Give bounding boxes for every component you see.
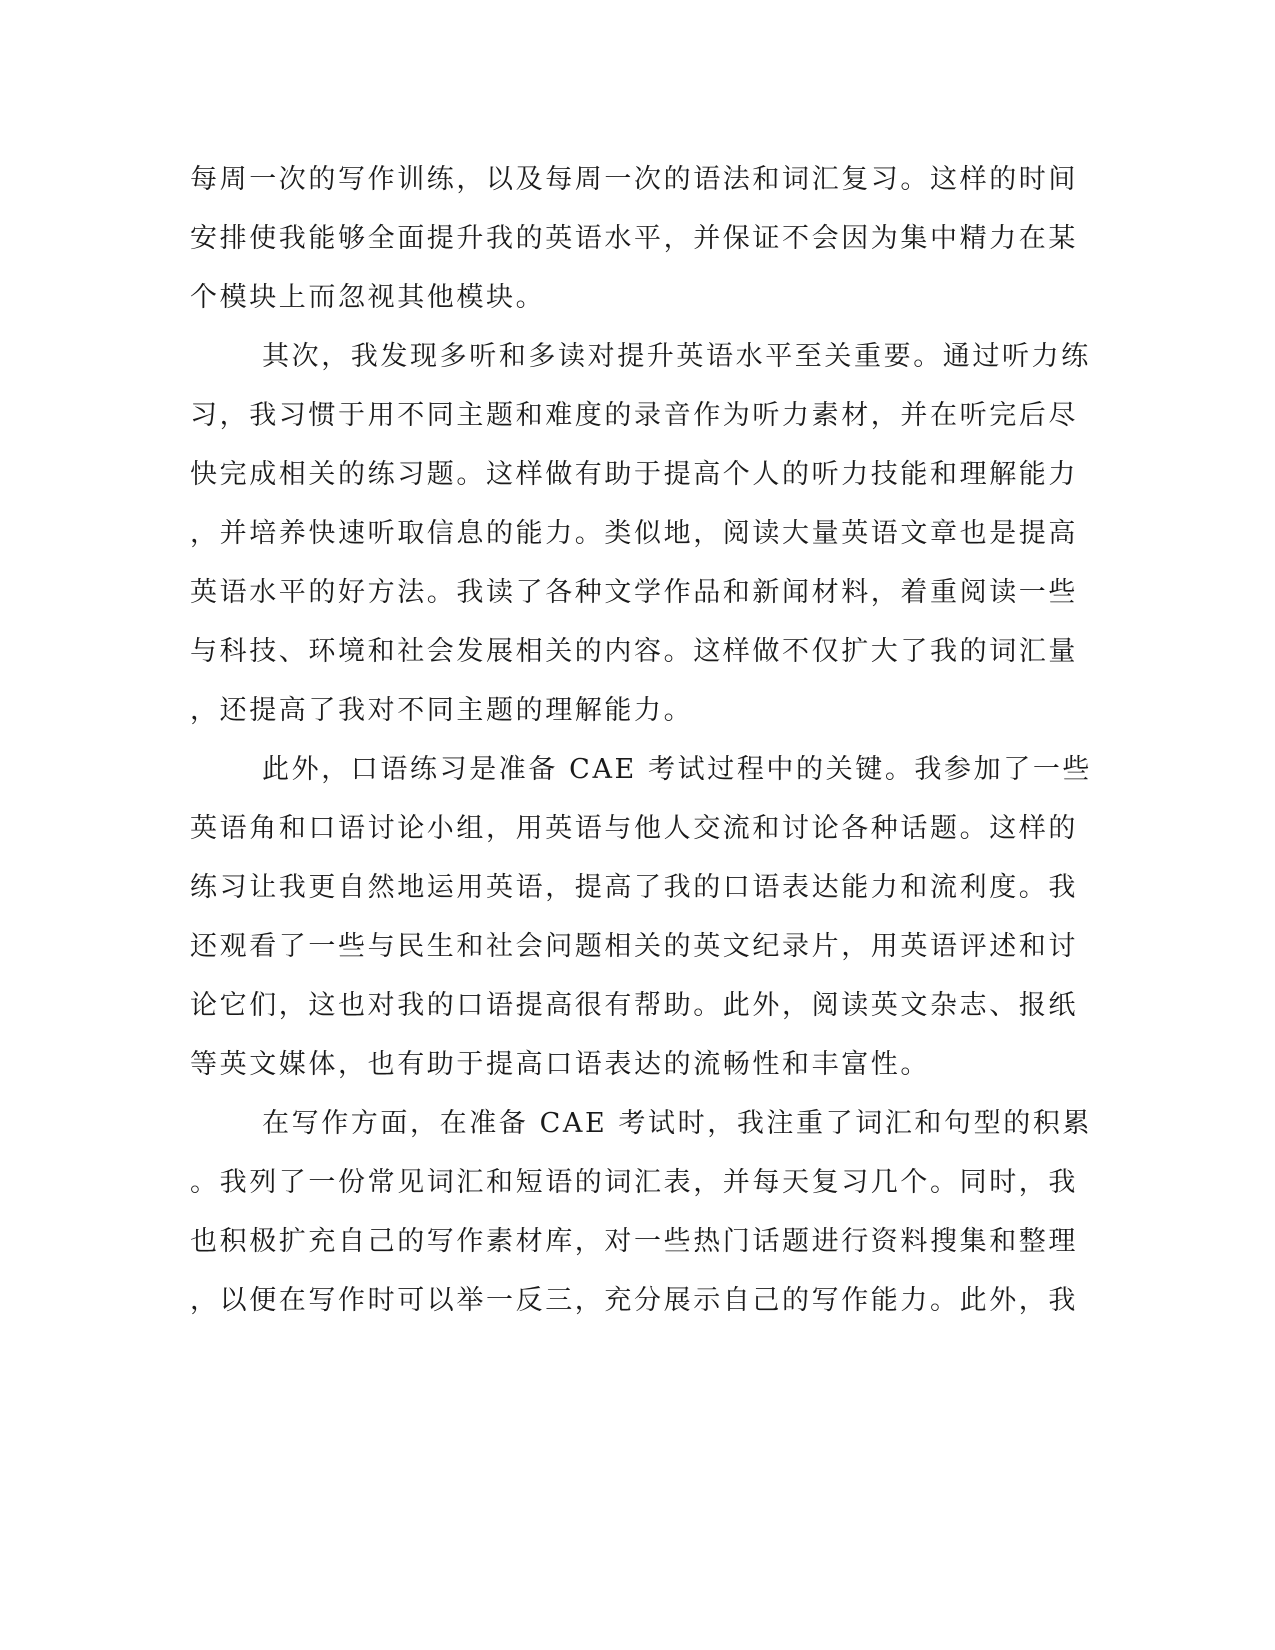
paragraph-start-line: 在写作方面，在准备 CAE 考试时，我注重了词汇和句型的积累 <box>262 1108 1093 1139</box>
text-line: 论它们，这也对我的口语提高很有帮助。此外，阅读英文杂志、报纸 <box>190 990 1078 1021</box>
paragraph-start-line: 其次，我发现多听和多读对提升英语水平至关重要。通过听力练 <box>262 341 1091 372</box>
text-line: ，还提高了我对不同主题的理解能力。 <box>190 695 694 726</box>
text-line: 也积极扩充自己的写作素材库，对一些热门话题进行资料搜集和整理 <box>190 1226 1078 1257</box>
text-line: 习，我习惯于用不同主题和难度的录音作为听力素材，并在听完后尽 <box>190 400 1078 431</box>
text-line: 等英文媒体，也有助于提高口语表达的流畅性和丰富性。 <box>190 1049 930 1080</box>
paragraph-start-line: 此外，口语练习是准备 CAE 考试过程中的关键。我参加了一些 <box>262 754 1093 785</box>
text-line: 英语角和口语讨论小组，用英语与他人交流和讨论各种话题。这样的 <box>190 813 1078 844</box>
text-line: 还观看了一些与民生和社会问题相关的英文纪录片，用英语评述和讨 <box>190 931 1078 962</box>
text-line: 与科技、环境和社会发展相关的内容。这样做不仅扩大了我的词汇量 <box>190 636 1078 667</box>
text-line: 个模块上而忽视其他模块。 <box>190 282 546 313</box>
text-line: 。我列了一份常见词汇和短语的词汇表，并每天复习几个。同时，我 <box>190 1167 1078 1198</box>
text-line: 安排使我能够全面提升我的英语水平，并保证不会因为集中精力在某 <box>190 223 1078 254</box>
text-line: 练习让我更自然地运用英语，提高了我的口语表达能力和流利度。我 <box>190 872 1078 903</box>
text-line: 英语水平的好方法。我读了各种文学作品和新闻材料，着重阅读一些 <box>190 577 1078 608</box>
text-line: ，以便在写作时可以举一反三，充分展示自己的写作能力。此外，我 <box>190 1285 1078 1316</box>
text-line: 快完成相关的练习题。这样做有助于提高个人的听力技能和理解能力 <box>190 459 1078 490</box>
text-line: 每周一次的写作训练，以及每周一次的语法和词汇复习。这样的时间 <box>190 164 1078 195</box>
text-line: ，并培养快速听取信息的能力。类似地，阅读大量英语文章也是提高 <box>190 518 1078 549</box>
